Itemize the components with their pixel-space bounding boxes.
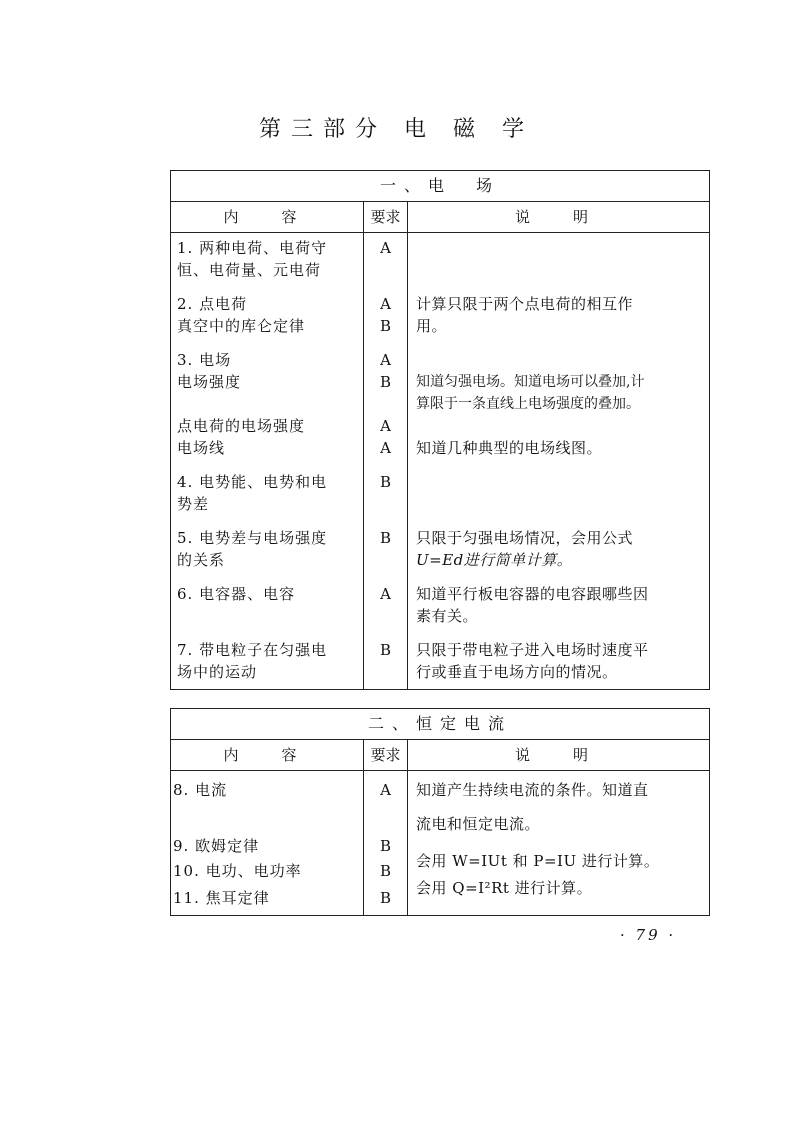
header-note: 说 明 [408,202,710,233]
header-requirement: 要求 [364,740,408,771]
req-value: A [380,585,391,603]
note-line: 只限于带电粒子进入电场时速度平 [416,641,649,659]
content-line: 2. 点电荷 [177,295,248,313]
content-line: 3. 电场 [177,351,232,369]
content-line: 电场强度 [177,373,242,391]
section1-title: 一、电 场 [171,171,710,202]
req-value: A [380,781,391,799]
content-line: 5. 电势差与电场强度 [177,529,328,547]
req-value: A [380,351,391,369]
req-value: B [379,889,392,907]
content-line: 8. 电流 [173,781,228,799]
note-line: 流电和恒定电流。 [416,815,541,833]
header-content: 内 容 [171,740,364,771]
content-line: 1. 两种电荷、电荷守 [177,239,328,257]
note-line: 行或垂直于电场方向的情况。 [416,663,618,681]
content-line: 势差 [177,495,210,513]
header-content: 内 容 [171,202,364,233]
req-value: B [379,837,392,855]
note-line: 用。 [416,317,448,335]
header-requirement: 要求 [364,202,408,233]
note-column [408,233,710,690]
content-line: 9. 欧姆定律 [173,837,260,855]
content-line: 恒、电荷量、元电荷 [177,261,322,279]
note-line: U=Ed进行简单计算。 [416,551,573,569]
content-column [171,233,364,690]
requirement-column [364,771,408,916]
note-column [408,771,710,916]
note-line: 算限于一条直线上电场强度的叠加。 [416,396,640,412]
req-value: A [380,295,391,313]
req-value: B [379,862,392,880]
content-column [171,771,364,916]
note-line: 素有关。 [416,607,479,625]
req-value: B [379,317,392,335]
note-line: 知道平行板电容器的电容跟哪些因 [416,585,649,603]
section2-title: 二、恒定电流 [171,709,710,740]
req-value: A [380,239,391,257]
steady-current-table [170,708,710,916]
note-line: 只限于匀强电场情况，会用公式 [416,529,634,547]
content-line: 10. 电功、电功率 [173,862,302,880]
requirement-column [364,233,408,690]
req-value: B [379,373,392,391]
note-line: 知道几种典型的电场线图。 [416,439,603,457]
req-value: A [380,417,391,435]
content-line: 7. 带电粒子在匀强电 [177,641,328,659]
content-line: 点电荷的电场强度 [177,417,306,435]
req-value: A [380,439,391,457]
note-line: 会用 Q=I²Rt 进行计算。 [416,879,593,897]
req-value: B [379,529,392,547]
content-line: 4. 电势能、电势和电 [177,473,328,491]
note-line: 会用 W=IUt 和 P=IU 进行计算。 [416,852,660,870]
table-body [171,771,710,916]
content-line: 11. 焦耳定律 [173,889,270,907]
req-value: B [379,473,392,491]
req-value: B [379,641,392,659]
page-title: 第三部分 电 磁 学 [259,117,534,142]
header-note: 说 明 [408,740,710,771]
content-line: 电场线 [177,439,226,457]
note-line: 知道产生持续电流的条件。知道直 [416,781,649,799]
electric-field-table [170,170,710,690]
content-line: 场中的运动 [177,663,258,681]
content-line: 真空中的库仑定律 [177,317,306,335]
page-number: · 79 · [620,926,677,944]
table-body [171,233,710,690]
note-line: 计算只限于两个点电荷的相互作 [416,295,634,313]
note-line: 知道匀强电场。知道电场可以叠加,计 [416,374,645,390]
content-line: 的关系 [177,551,226,569]
content-line: 6. 电容器、电容 [177,585,296,603]
